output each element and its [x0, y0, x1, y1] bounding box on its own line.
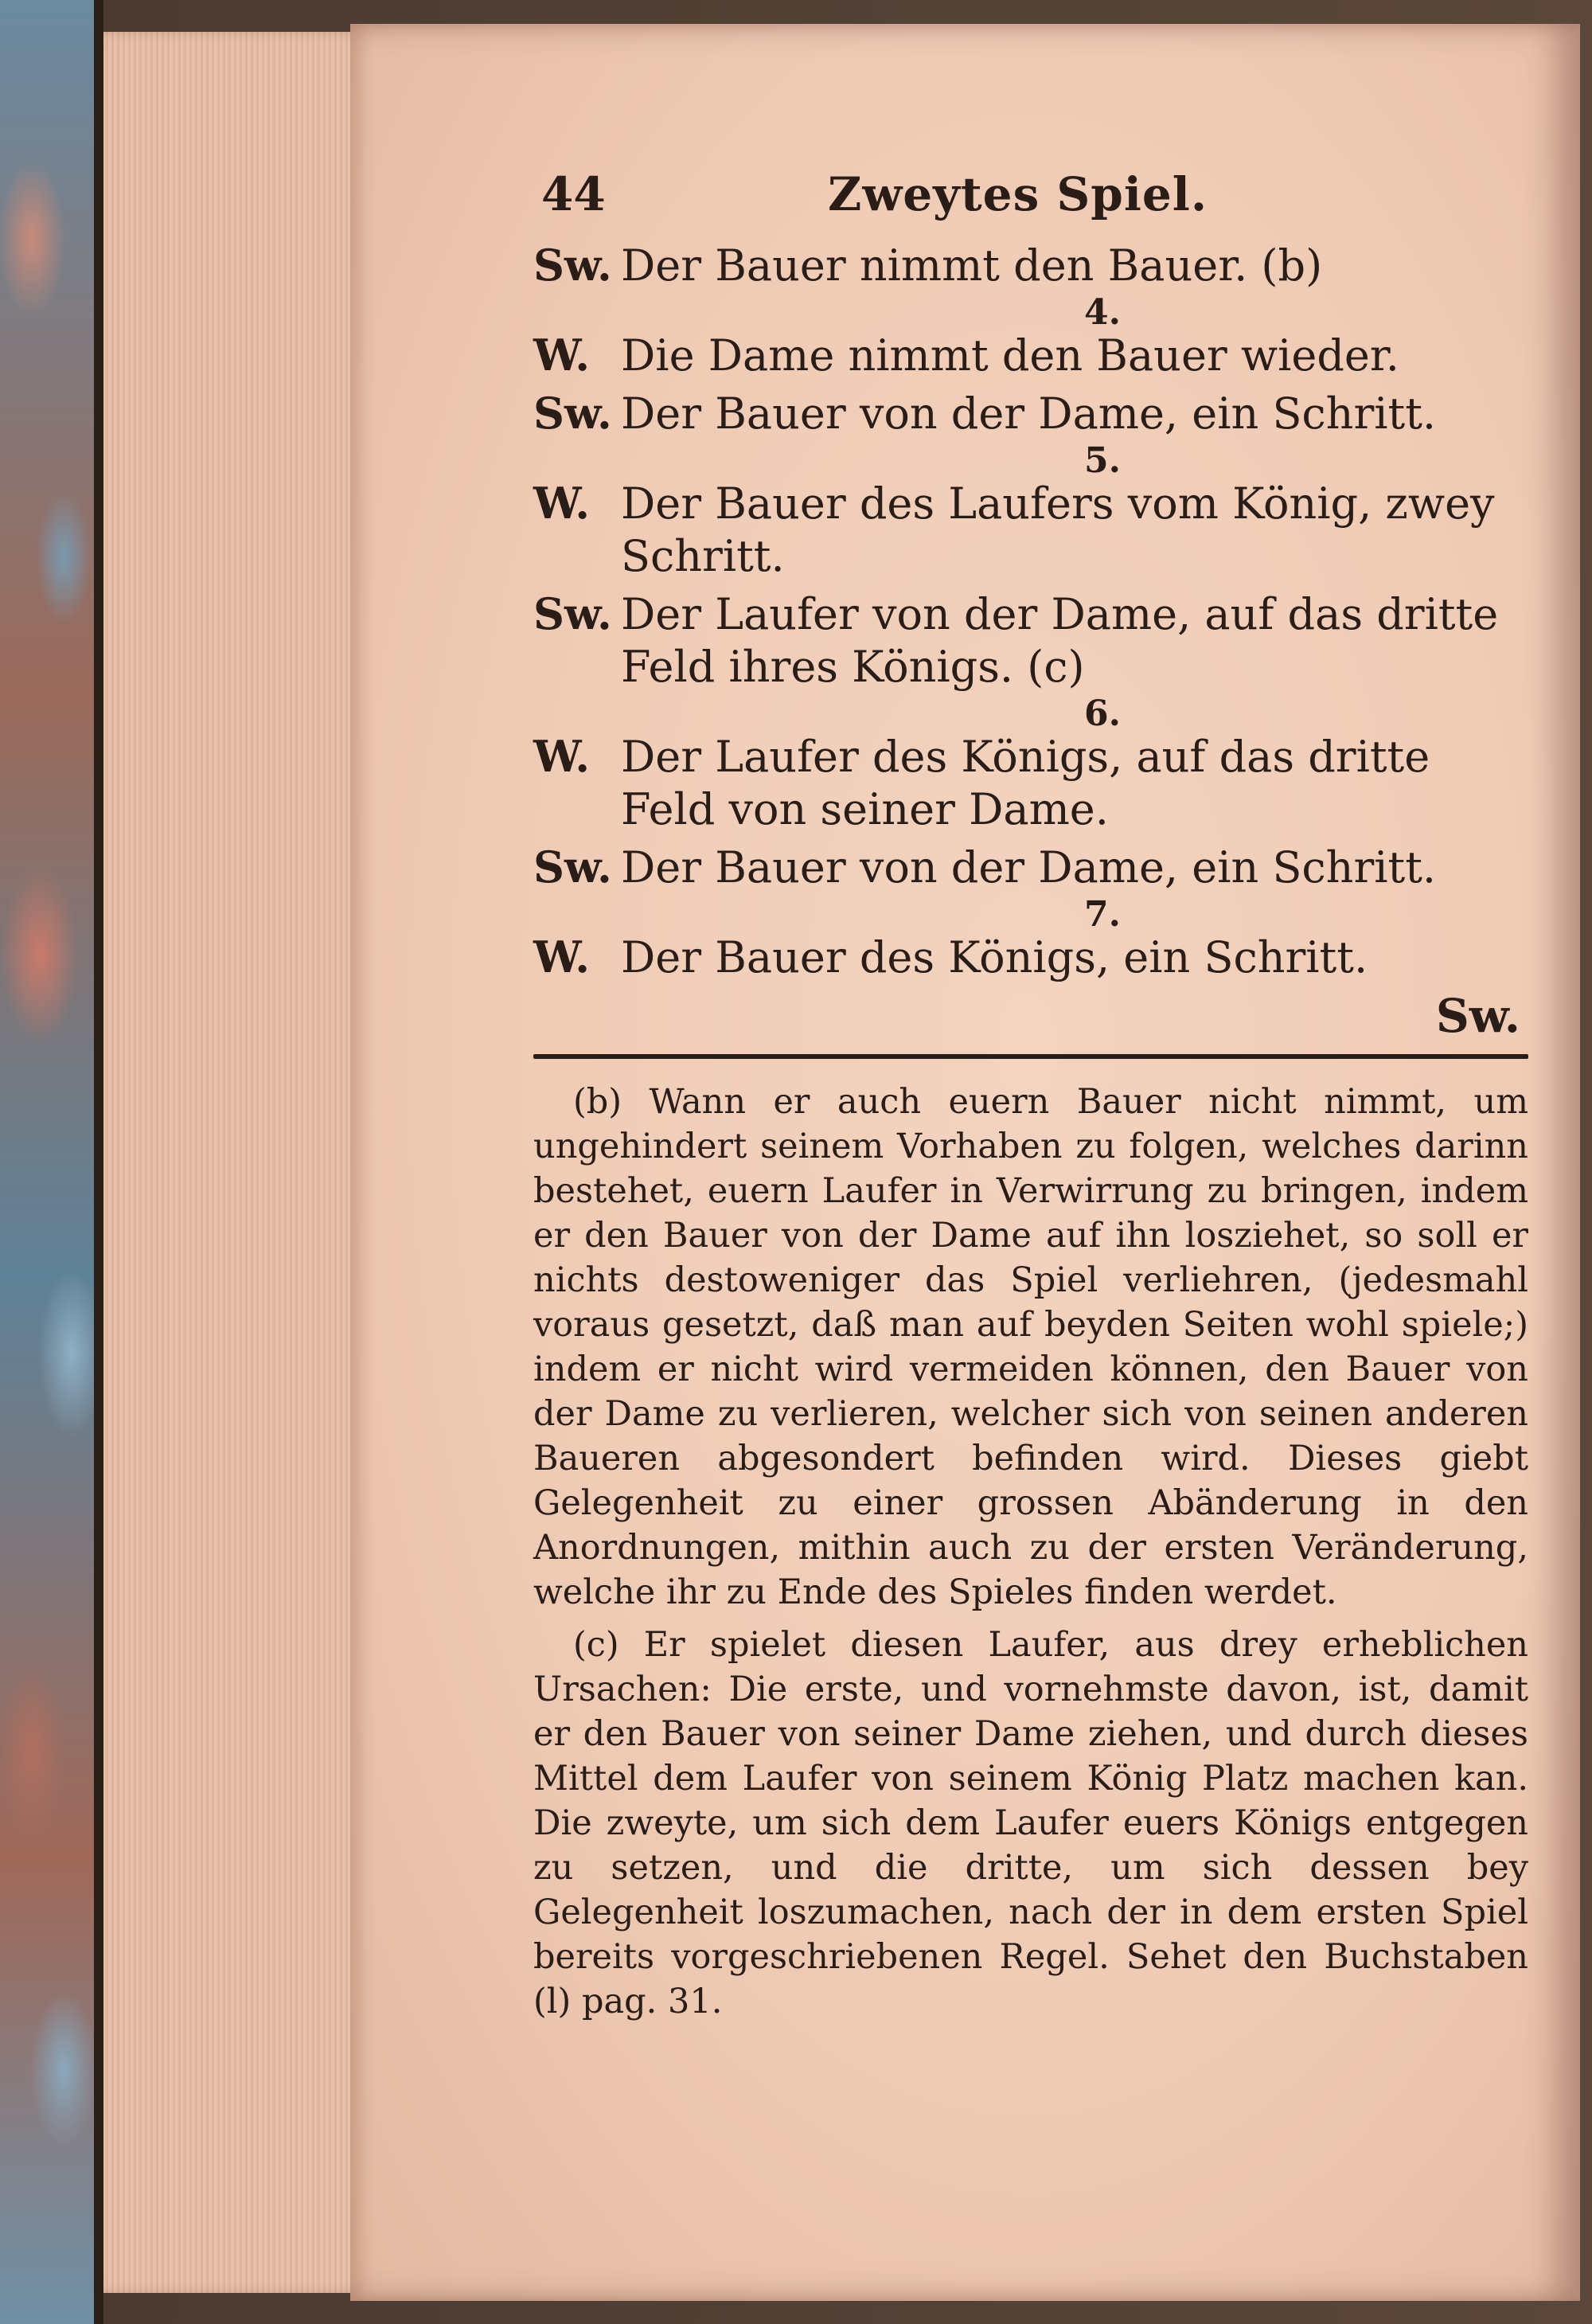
move-list: [533, 239, 1528, 984]
move-line: [533, 477, 1528, 583]
move-entry: [533, 292, 1528, 382]
move-text: Der Bauer des Laufers vom König, zwey Schritt.: [621, 478, 1495, 581]
player-label: Sw.: [533, 388, 612, 439]
move-entry: [533, 841, 1528, 894]
page-content: [533, 167, 1528, 2032]
page-number: 44: [541, 167, 606, 221]
move-text: Der Laufer von der Dame, auf das dritte Feld ihres Königs. (c): [621, 589, 1499, 692]
move-entry: [533, 693, 1528, 836]
move-entry: [533, 440, 1528, 583]
player-label: W.: [533, 330, 591, 381]
move-text: Die Dame nimmt den Bauer wieder.: [621, 330, 1399, 381]
page-edges: [103, 32, 366, 2293]
move-number: 4.: [1084, 292, 1121, 333]
move-line: [533, 841, 1528, 894]
move-entry: [533, 387, 1528, 440]
player-label: W.: [533, 932, 591, 982]
player-label: W.: [533, 478, 591, 529]
player-label: Sw.: [533, 842, 612, 892]
move-number: 6.: [1084, 693, 1121, 734]
move-line: [533, 730, 1528, 836]
player-label: W.: [533, 731, 591, 782]
move-line: [533, 239, 1528, 292]
player-label: Sw.: [533, 588, 612, 639]
move-text: Der Bauer des Königs, ein Schritt.: [621, 932, 1368, 982]
move-number: 5.: [1084, 440, 1121, 481]
footnotes: [533, 1080, 1528, 2024]
move-line: [533, 931, 1528, 984]
book-page: [350, 24, 1580, 2301]
move-line: [533, 588, 1528, 693]
move-number: 7.: [1084, 894, 1121, 935]
page-header: [533, 167, 1528, 239]
move-entry: [533, 894, 1528, 984]
footnote-b: (b) Wann er auch euern Bauer nicht nimmt, um ungehindert seinem Vorhaben zu folgen, welches darinn bestehet, euern Laufer in Verwirrung zu bringen, indem er den Bauer von der Dame auf ihn losziehet, so soll er nichts destoweniger das Spiel verliehren, (jedesmahl voraus gesetzt, daß man auf beyden Seiten wohl spiele;) indem er nicht wird vermeiden können, den Bauer von der Dame zu verlieren, welcher sich von seinen anderen Baueren abgesondert befinden wird. Dieses giebt Gelegenheit zu einer grossen Abänderung in den Anordnungen, mithin auch zu der ersten Veränderung, welche ihr zu Ende des Spieles finden werdet.: [533, 1082, 1528, 1612]
move-text: Der Laufer des Königs, auf das dritte Feld von seiner Dame.: [621, 732, 1430, 834]
move-text: Der Bauer von der Dame, ein Schritt.: [621, 389, 1437, 439]
move-text: Der Bauer von der Dame, ein Schritt.: [621, 842, 1437, 892]
running-head: Zweytes Spiel.: [828, 167, 1208, 221]
move-line: [533, 329, 1528, 382]
move-entry: [533, 588, 1528, 693]
move-line: [533, 387, 1528, 440]
move-entry: [533, 239, 1528, 292]
footnote-c: (c) Er spielet diesen Laufer, aus drey erheblichen Ursachen: Die erste, und vornehmste davon, ist, damit er den Bauer von seiner Dame ziehen, und durch dieses Mittel dem Laufer von seinem König Platz machen kan. Die zweyte, um sich dem Laufer euers Königs entgegen zu setzen, und die dritte, um sich dessen bey Gelegenheit loszumachen, nach der in dem ersten Spiel bereits vorgeschriebenen Regel. Sehet den Buchstaben (l) pag. 31.: [533, 1625, 1528, 2021]
catchword: Sw.: [1435, 989, 1520, 1043]
marbled-cover: [0, 0, 103, 2324]
move-text: Der Bauer nimmt den Bauer. (b): [621, 240, 1323, 291]
footnote-divider: [533, 1054, 1528, 1059]
player-label: Sw.: [533, 240, 612, 291]
